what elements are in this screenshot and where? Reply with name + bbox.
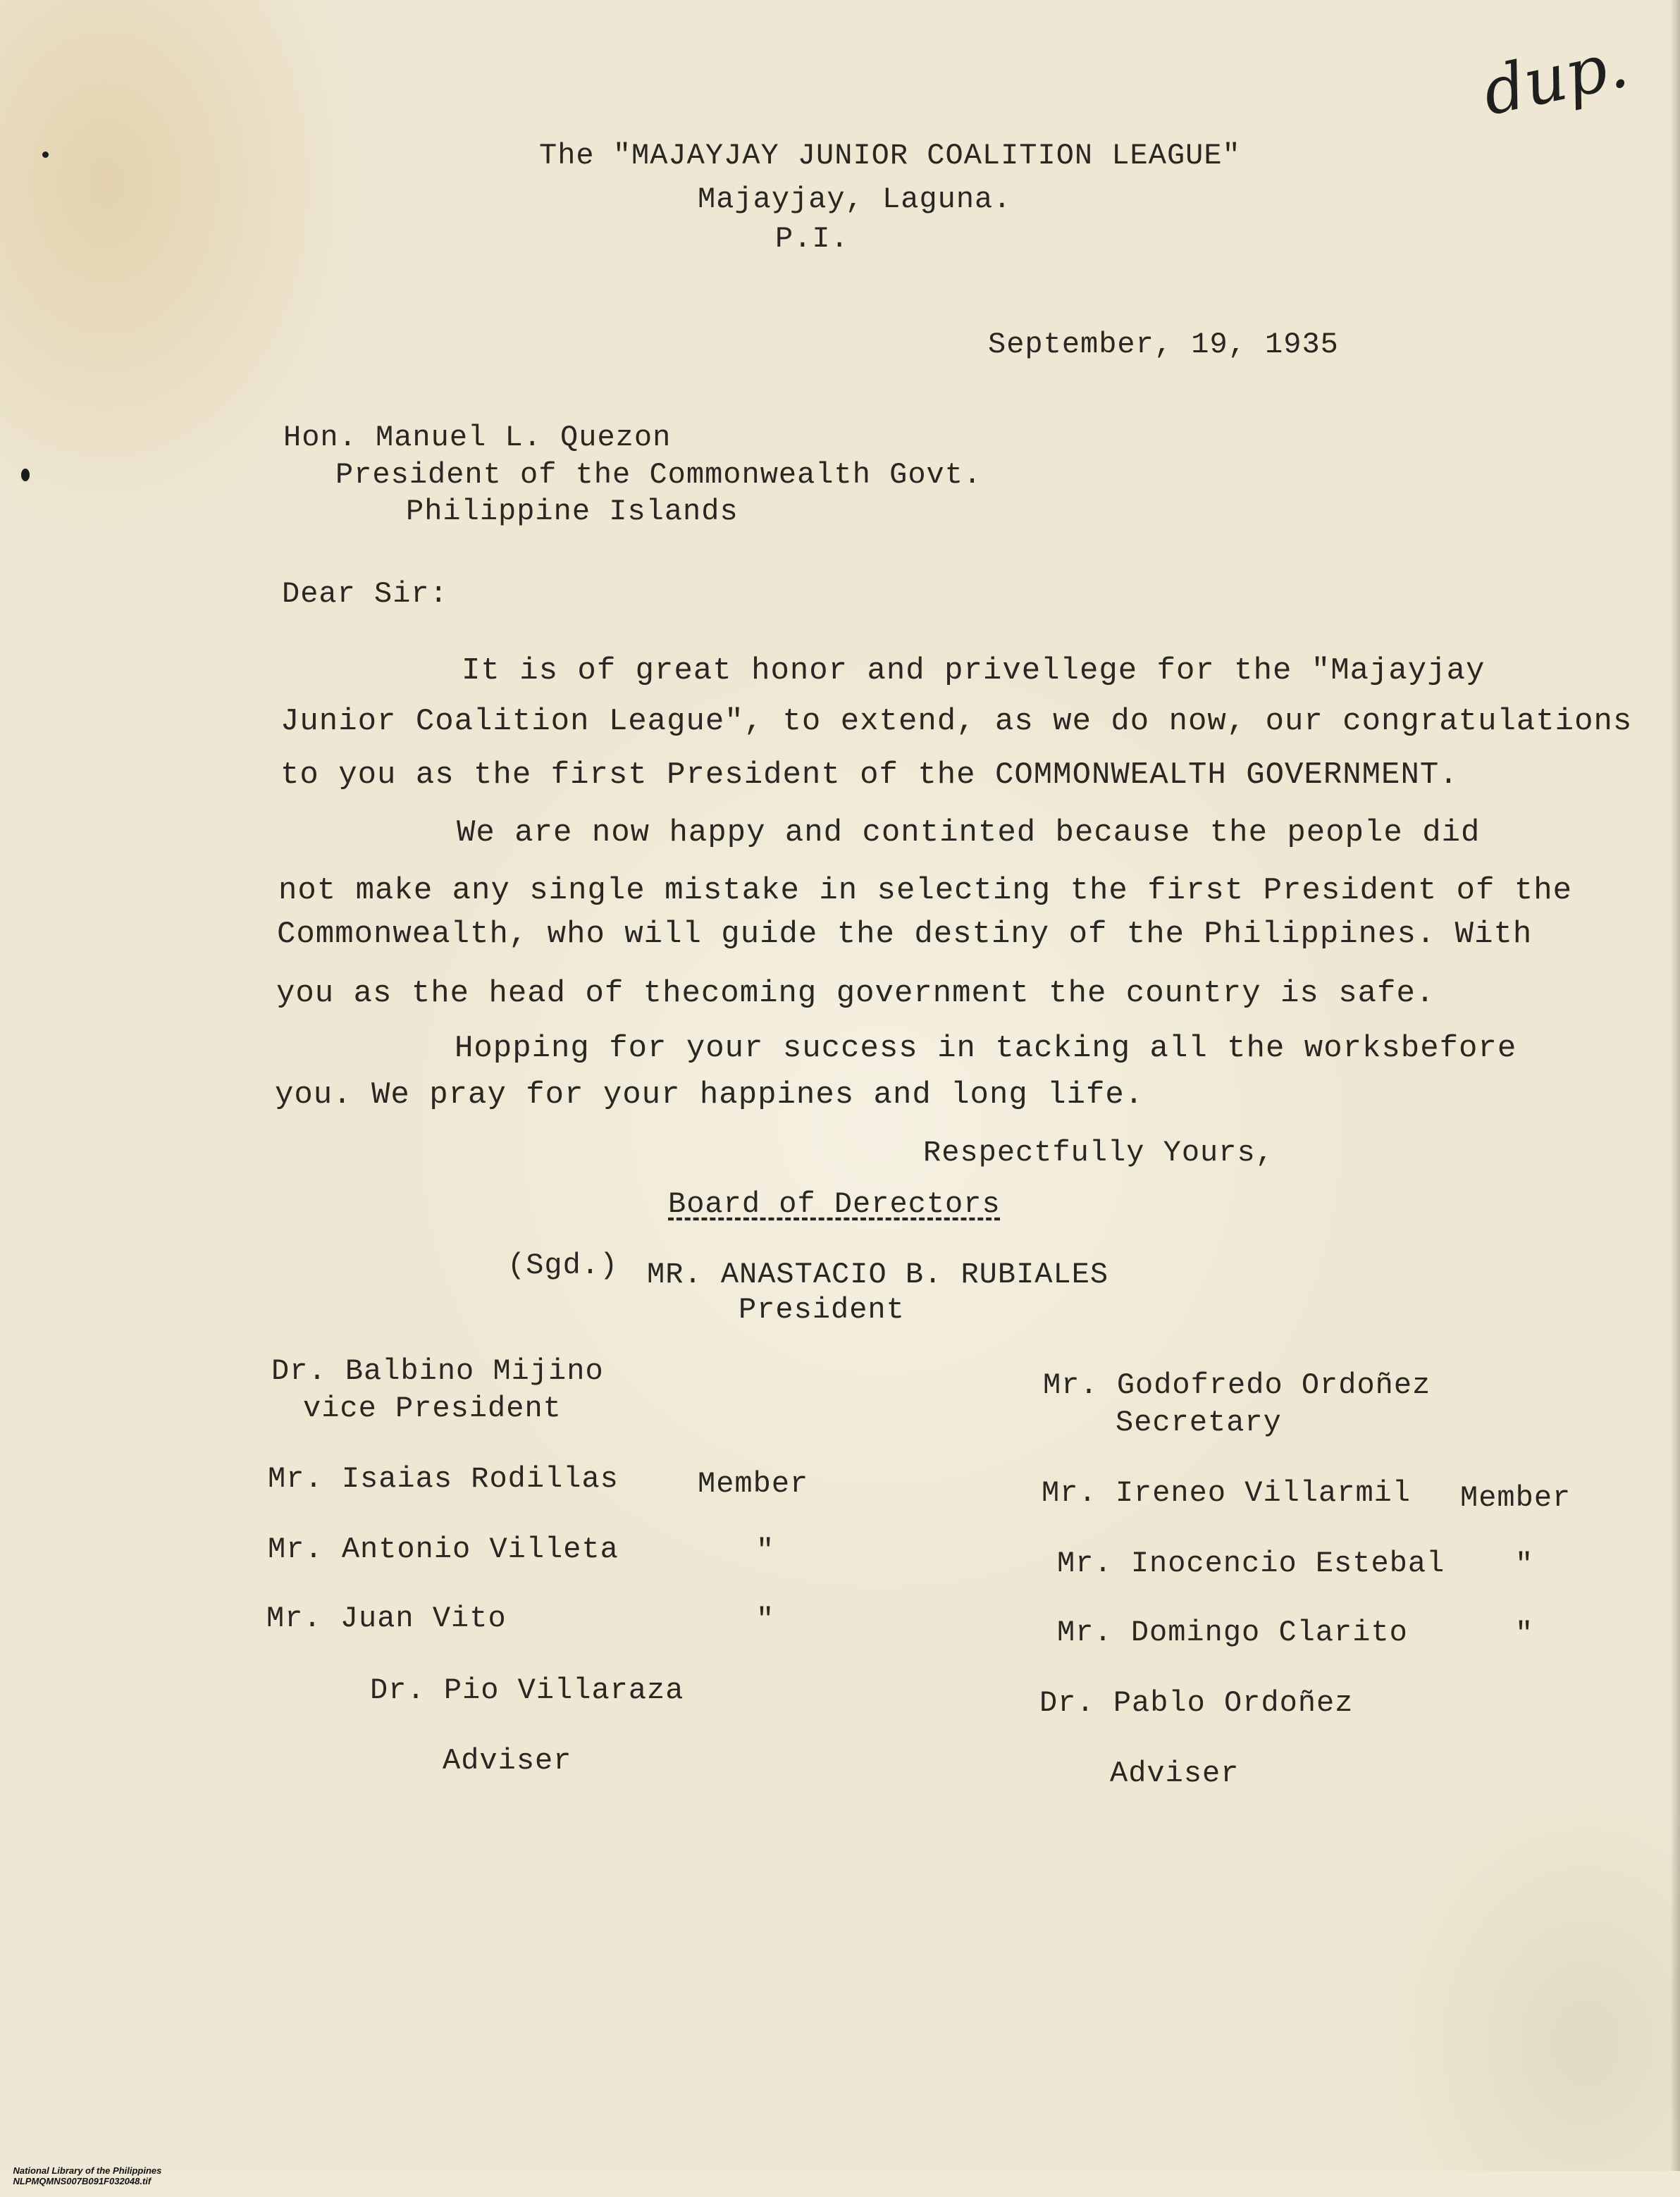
member-name: Mr. Isaias Rodillas	[268, 1462, 619, 1496]
letter-date: September, 19, 1935	[988, 328, 1339, 361]
body-line: not make any single mistake in selecting the first President of the	[278, 873, 1573, 908]
page-edge-shadow	[1670, 0, 1680, 2171]
secretary-name: Mr. Godofredo Ordoñez	[1043, 1368, 1431, 1402]
adviser-name: Dr. Pablo Ordoñez	[1039, 1686, 1354, 1720]
signatory-group: Board of Derectors	[668, 1187, 1001, 1221]
adviser-role: Adviser	[1110, 1757, 1240, 1790]
archive-footer	[3, 2155, 190, 2197]
president-role: President	[739, 1293, 905, 1327]
body-line: to you as the first President of the COMMONWEALTH GOVERNMENT.	[280, 757, 1459, 793]
salutation: Dear Sir:	[282, 577, 448, 611]
member-name: Mr. Inocencio Estebal	[1057, 1547, 1445, 1580]
body-line: you as the head of thecoming government the country is safe.	[276, 976, 1435, 1011]
body-line: We are now happy and continted because the people did	[457, 815, 1481, 850]
signature-prefix: (Sgd.)	[507, 1249, 619, 1282]
closing: Respectfully Yours,	[923, 1136, 1274, 1170]
member-role-ditto: "	[756, 1603, 775, 1637]
member-name: Mr. Ireneo Villarmil	[1042, 1476, 1412, 1510]
member-role: Member	[1460, 1481, 1571, 1515]
handwritten-note: dup.	[1476, 26, 1635, 130]
letterhead-country: P.I.	[775, 222, 849, 256]
body-line: Junior Coalition League", to extend, as we do now, our congratulations	[280, 704, 1633, 739]
vice-president-role: vice President	[303, 1392, 562, 1425]
recipient-location: Philippine Islands	[406, 495, 739, 528]
footer-file-id: NLPMQMNS007B091F032048.tif	[13, 2176, 152, 2186]
letterhead-city: Majayjay, Laguna.	[698, 182, 1012, 216]
member-role-ditto: "	[1515, 1617, 1534, 1651]
president-name: MR. ANASTACIO B. RUBIALES	[647, 1258, 1109, 1292]
member-name: Mr. Juan Vito	[266, 1602, 507, 1635]
recipient-title: President of the Commonwealth Govt.	[335, 458, 982, 492]
member-role-ditto: "	[756, 1534, 775, 1568]
body-line: you. We pray for your happines and long life.	[275, 1077, 1144, 1113]
paper-speck	[21, 469, 30, 481]
adviser-role: Adviser	[443, 1744, 572, 1778]
footer-library: National Library of the Philippines	[13, 2165, 162, 2176]
body-line: It is of great honor and privellege for the "Majayjay	[462, 653, 1486, 688]
body-line: Hopping for your success in tacking all the worksbefore	[455, 1031, 1517, 1066]
paper-speck	[42, 151, 49, 158]
member-role-ditto: "	[1515, 1548, 1534, 1582]
member-name: Mr. Domingo Clarito	[1057, 1616, 1408, 1650]
recipient-name: Hon. Manuel L. Quezon	[283, 421, 672, 454]
adviser-name: Dr. Pio Villaraza	[370, 1673, 684, 1707]
secretary-role: Secretary	[1116, 1406, 1282, 1440]
letterhead-title: The "MAJAYJAY JUNIOR COALITION LEAGUE"	[539, 139, 1241, 173]
vice-president-name: Dr. Balbino Mijino	[271, 1354, 604, 1388]
member-name: Mr. Antonio Villeta	[268, 1533, 619, 1566]
member-role: Member	[698, 1467, 809, 1501]
body-line: Commonwealth, who will guide the destiny of the Philippines. With	[277, 917, 1533, 952]
